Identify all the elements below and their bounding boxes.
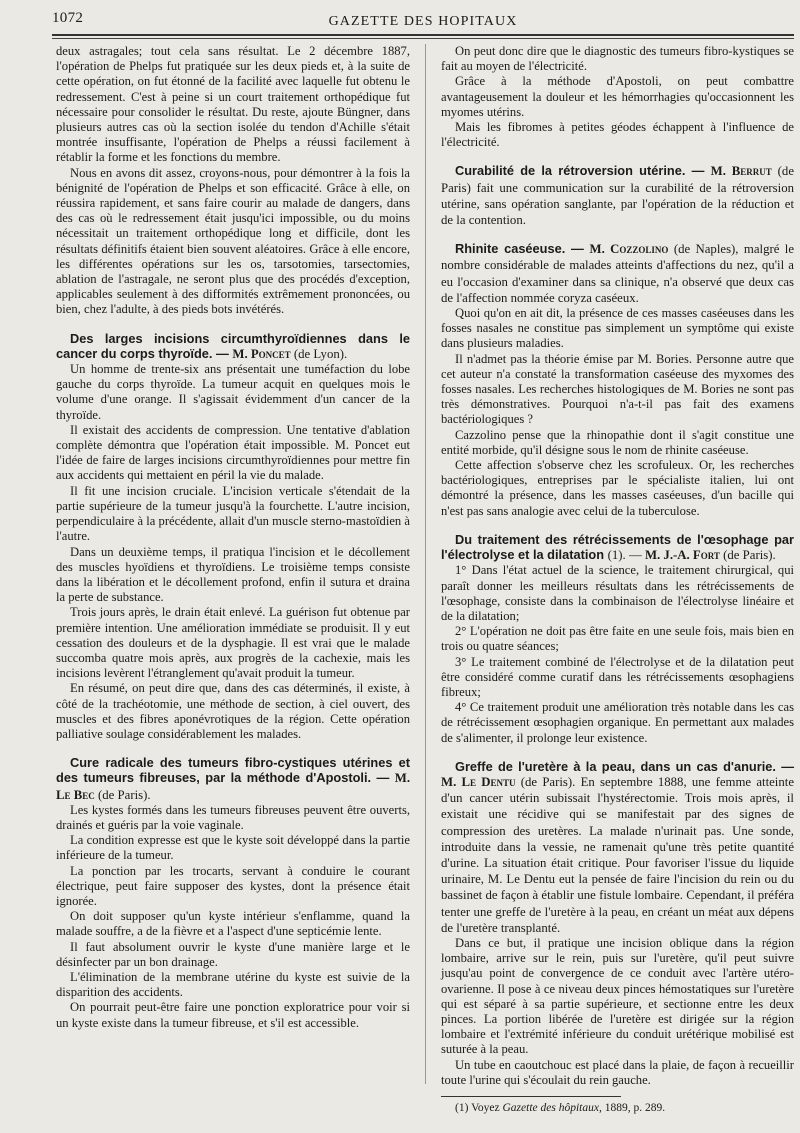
author-name: M. Le Bec bbox=[56, 771, 411, 802]
section-title: Greffe de l'uretère à la peau, dans un cas d'anurie. — bbox=[455, 758, 794, 774]
author-name: M. Poncet bbox=[232, 346, 291, 361]
author-place: (de Lyon). bbox=[293, 346, 348, 361]
running-title: GAZETTE DES HOPITAUX bbox=[328, 14, 518, 29]
footnote bbox=[441, 1101, 794, 1115]
paragraph: Il existait des accidents de compression. Une tentative d'ablation complète démontra que l'opération était impossible. M. Poncet eut l'idée de faire de larges incisions circumthyroïdiennes pour mettre fin aux accidents qui mettaient en péril la vie du malade. bbox=[56, 422, 410, 483]
paragraph: Un homme de trente-six ans présentait une tuméfaction du lobe gauche du corps thyroïde. La tumeur acquit en quelques mois le volume d'une orange. Il s'agissait évidemment d'un cancer de la thyroïde. bbox=[56, 362, 410, 422]
section-lead-text: En septembre 1888, une femme atteinte d'un cancer utérin subissait l'hystérectomie. Trois mois après, il existait une récidive qui se manifestait par des signes de compression des uretères. La malade n'urinait pas. Une sonde, introduite dans la vessie, ne ramenait qu'une très petite quantité d'urine. La situation était critique. Pour favoriser l'issue du liquide urinaire, M. Le Dentu eut la pensée de faire l'incision du rein ou du bassinet de façon à établir une fistule lombaire. Cependant, il préféra tenter une greffe de l'uretère à la peau, en créant un méat aux dépens de l'uretère transplanté. bbox=[441, 774, 794, 935]
paragraph: Quoi qu'on en ait dit, la présence de ces masses caséeuses dans les fosses nasales ne constitue pas simplement un symptôme qui existe dans plusieurs maladies. bbox=[441, 306, 794, 351]
paragraph: Il fit une incision cruciale. L'incision verticale s'étendait de la partie supérieure de la tumeur jusqu'à la fourchette. L'autre incision, perpendiculaire à la précédente, allait d'un muscle sterno-mastoïdien à l'autre. bbox=[56, 483, 410, 544]
paragraph: Il n'admet pas la théorie émise par M. Bories. Personne autre que cet auteur n'a constaté la transformation caséeuse des myxomes des fosses nasales. Les recherches histologiques de M. Bories ne sont pas très démonstratives. Pourquoi n'a-t-il pas fait des examens bactériologiques ? bbox=[441, 351, 794, 427]
footnote-ref: (1). — bbox=[607, 548, 642, 563]
section-heading-thyroid bbox=[56, 331, 410, 362]
footnote-number: (1) bbox=[455, 1102, 469, 1114]
paragraph: Trois jours après, le drain était enlevé. La guérison fut obtenue par première intention. Une amélioration immédiate se produisit. Il y eut cessation des douleurs et de la dysphagie. Il est vrai que le malade succomba quatre mois après, aux progrès de la cachexie, mais les incisions levèrent l'étranglement qu'avait produit la tumeur. bbox=[56, 605, 410, 681]
header-rule bbox=[52, 34, 794, 36]
paragraph: La ponction par les trocarts, servant à conduire le courant électrique, peut faire supposer des kystes, dont la présence était ignorée. bbox=[56, 863, 410, 908]
section-heading-ureter-graft bbox=[441, 759, 794, 936]
column-divider bbox=[425, 44, 426, 1084]
paragraph: La condition expresse est que le kyste soit développé dans la partie inférieure de la tumeur. bbox=[56, 833, 410, 863]
section-title: Du traitement des rétrécissements de l'œsophage par l'électrolyse et la dilatation bbox=[441, 531, 794, 563]
author-name: M. J.-A. Fort bbox=[644, 548, 720, 563]
section-lead-text: fait une communication sur la curabilité de la rétroversion utérine, sans opération sanglante, par l'opération de la réduction et de la contention. bbox=[441, 180, 794, 228]
author-place: (de Paris). bbox=[97, 787, 151, 802]
section-heading-rhinitis bbox=[441, 241, 794, 306]
author-place: (de Paris). bbox=[723, 548, 776, 563]
paragraph: deux astragales; tout cela sans résultat. Le 2 décembre 1887, l'opération de Phelps fut pratiquée sur les deux pieds et, à la suite de cette opération, on fut étonné de la facilité avec laquelle fut obtenu le redressement. C'est à peine si un court traitement orthopédique fut nécessaire pour consolider le résultat. Du reste, ajoute Büngner, dans plusieurs autres cas où la section isolée du tendon d'Achille s'était montrée insuffisante, l'opération de Phelps a réussi facilement à rétablir la forme et les fonctions du membre. bbox=[56, 44, 410, 165]
section-heading-retroversion bbox=[441, 163, 794, 228]
right-column bbox=[441, 44, 794, 1115]
author-place: (de Paris). bbox=[520, 774, 576, 789]
section-title: Curabilité de la rétroversion utérine. — bbox=[455, 163, 705, 179]
footnote-text: Voyez bbox=[471, 1102, 500, 1114]
paragraph: Grâce à la méthode d'Apostoli, on peut combattre avantageusement la douleur et les hémorrhagies qu'occasionnent les myomes utérins. bbox=[441, 74, 794, 119]
section-title: Cure radicale des tumeurs fibro-cystiques utérines et des tumeurs fibreuses, par la méthode d'Apostoli. — bbox=[56, 755, 410, 786]
paragraph: Nous en avons dit assez, croyons-nous, pour démontrer à la fois la bénignité de l'opération de Phelps et son efficacité. Grâce à elle, on réussira rapidement, et sans faire courir au malade de dangers, dans des cas où le redressement était jusqu'ici impossible, ou du moins nécessitait un traitement orthopédique long et difficile, dont les résultats définitifs étaient bien souvent aléatoires. Grâce à elle encore, les différentes opérations sur les os, tarsotomies, tarsectomies, ablation de l'astragale, ne seront plus que des procédés d'exception, applicables seulement à des difformités extrêmement prononcées, ou bien, chez l'adulte, à des pieds bots invétérés. bbox=[56, 165, 410, 317]
author-name: M. Berrut bbox=[710, 164, 772, 179]
paragraph: 4° Ce traitement produit une amélioration très notable dans les cas de rétrécissement œsophagien organique. En permettant aux malades de s'alimenter, il prolonge leur existence. bbox=[441, 700, 794, 745]
author-name: M. Le Dentu bbox=[441, 774, 516, 789]
paragraph: On peut donc dire que le diagnostic des tumeurs fibro-kystiques se fait au moyen de l'électricité. bbox=[441, 44, 794, 74]
author-place: (de Naples), bbox=[673, 242, 739, 257]
section-heading-oesophagus bbox=[441, 532, 794, 563]
paragraph: Cazzolino pense que la rhinopathie dont il s'agit constitue une entité morbide, qu'il désigne sous le nom de rhinite caséeuse. bbox=[441, 427, 794, 457]
paragraph: Un tube en caoutchouc est placé dans la plaie, de façon à recueillir toute l'urine qui s'écoulait du rein gauche. bbox=[441, 1057, 794, 1087]
footnote-rule bbox=[441, 1096, 621, 1097]
paragraph: L'élimination de la membrane utérine du kyste est suivie de la disparition des accidents. bbox=[56, 969, 410, 1000]
paragraph: On doit supposer qu'un kyste intérieur s'enflamme, quand la malade souffre, a de la fièvre et a l'aspect d'une septicémie lente. bbox=[56, 909, 410, 939]
paragraph: Il faut absolument ouvrir le kyste d'une manière large et le désinfecter par un bon drainage. bbox=[56, 939, 410, 969]
page-number: 1072 bbox=[52, 10, 84, 26]
author-name: M. Cozzolino bbox=[589, 242, 669, 257]
section-heading-fibro-cystic bbox=[56, 755, 410, 803]
paragraph: Mais les fibromes à petites géodes échappent à l'influence de l'électricité. bbox=[441, 120, 794, 150]
left-column bbox=[56, 44, 410, 1031]
paragraph: 3° Le traitement combiné de l'électrolyse et de la dilatation peut être considéré comme curatif dans les rétrécissements œsophagiens fibreux; bbox=[441, 654, 794, 699]
paragraph: En résumé, on peut dire que, dans des cas déterminés, il existe, à côté de la trachéotomie, une méthode de section, à ciel ouvert, des muscles et des fibres aponévrotiques de la région. Cette opération palliative soulage considérablement les malades. bbox=[56, 681, 410, 741]
section-lead-text: malgré le nombre considérable de malades atteints d'affections du nez, qu'il a eu l'occasion d'examiner dans sa clinique, n'a observé que deux cas de l'affection nommée coryza caséeux. bbox=[441, 242, 795, 305]
paragraph: Dans ce but, il pratique une incision oblique dans la région lombaire, arrive sur le rein, puis sur l'uretère, qu'il peut suivre jusqu'au point de convergence de ce conduit avec l'artère utéro-ovarienne. Il pose à ce niveau deux pinces hémostatiques sur l'uretère qui est séparé à sa partie supérieure, et sectionne entre les deux pinces. La portion libérée de l'uretère est dirigée sur la région lombaire et l'extrémité inférieure du conduit urétérique mobilisé est suturée à la peau. bbox=[441, 935, 794, 1057]
section-title: Rhinite caséeuse. — bbox=[455, 241, 584, 257]
paragraph: Cette affection s'observe chez les scrofuleux. Or, les recherches bactériologiques, entreprises par le spécialiste italien, lui ont démontré la présence, dans les masses caséeuses, d'un bacille qui n'est pas sans analogie avec celui de la tuberculose. bbox=[441, 458, 794, 518]
footnote-journal: Gazette des hôpitaux, bbox=[502, 1102, 602, 1114]
section-title: Des larges incisions circumthyroïdiennes dans le cancer du corps thyroïde. — bbox=[56, 330, 410, 361]
paragraph: Les kystes formés dans les tumeurs fibreuses peuvent être ouverts, drainés et guéris par la voie vaginale. bbox=[56, 802, 410, 832]
footnote-rest: 1889, p. 289. bbox=[604, 1102, 666, 1114]
paragraph: 2° L'opération ne doit pas être faite en une seule fois, mais bien en trois ou quatre séances; bbox=[441, 624, 794, 654]
paragraph: On pourrait peut-être faire une ponction exploratrice pour voir si un kyste existe dans la tumeur fibreuse, et s'il est accessible. bbox=[56, 1000, 410, 1030]
header-rule-thin bbox=[52, 38, 794, 39]
paragraph: 1° Dans l'état actuel de la science, le traitement chirurgical, qui paraît donner les meilleurs résultats dans les rétrécissements de l'œsophage, consiste dans la combinaison de l'électrolyse linéaire et de la dilatation; bbox=[441, 563, 794, 623]
author-place: (de Paris) bbox=[441, 164, 794, 195]
paragraph: Dans un deuxième temps, il pratiqua l'incision et le décollement des muscles hyoïdiens et thyroïdiens. Le troisième temps consiste dans la libération et le décollement profond, enfin il sutura et draina la perte de substance. bbox=[56, 544, 410, 605]
